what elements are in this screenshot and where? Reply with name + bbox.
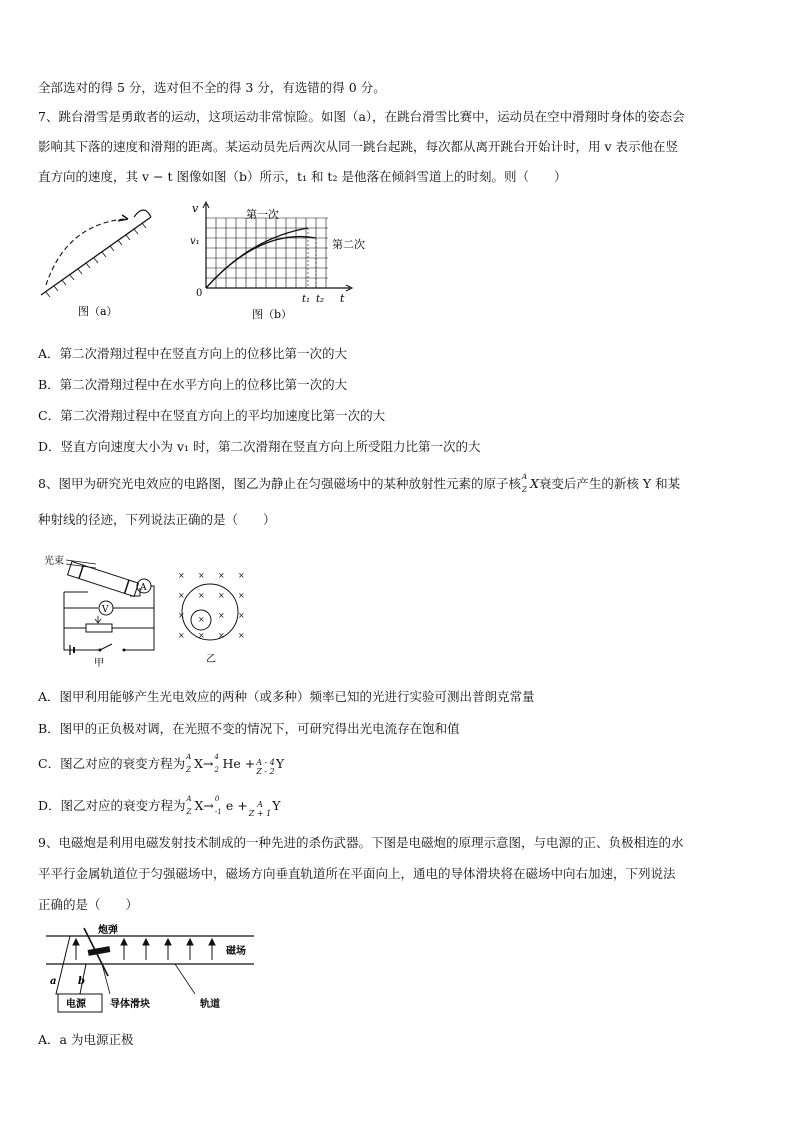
q8-option-c: C．图乙对应的衰变方程为 A Z X→ 4 2 He + A - 4 Z - 2 Y [38, 753, 285, 776]
figure-jia-photoelectric-circuit [40, 550, 160, 670]
slider-label: 导体滑块 [110, 999, 150, 1010]
wire-a-label: a [50, 976, 57, 987]
fig-jia-caption: 甲 [94, 658, 104, 669]
q9-stem-line-1: 9、电磁炮是利用电磁发射技术制成的一种先进的杀伤武器。下图是电磁炮的原理示意图，与电源的正、负极相连的水 [38, 835, 684, 850]
label-second: 第二次 [332, 238, 365, 251]
svg-text:×: × [178, 611, 185, 620]
q8-option-b: B．图甲的正负极对调，在光照不变的情况下，可研究得出光电流存在饱和值 [38, 721, 460, 736]
q7-stem-line-2: 影响其下落的速度和滑翔的距离。某运动员先后两次从同一跳台起跳，每次都从离开跳台开始计时，用 v 表示他在竖 [38, 139, 679, 154]
figure-b-vt-graph [190, 198, 390, 326]
rail-label: 轨道 [200, 999, 220, 1010]
svg-text:×: × [178, 631, 185, 640]
t-axis-label: t [340, 292, 345, 305]
q8-option-d-text: D．图乙对应的衰变方程为 [38, 798, 186, 813]
svg-text:×: × [178, 571, 185, 580]
q7-option-a: A．第二次滑翔过程中在竖直方向上的位移比第一次的大 [38, 346, 348, 361]
figure-railgun [40, 920, 260, 1015]
svg-text:×: × [218, 591, 225, 600]
q7-option-d: D．竖直方向速度大小为 v₁ 时，第二次滑翔在竖直方向上所受阻力比第一次的大 [38, 439, 481, 454]
t1-label: t₁ [302, 294, 311, 305]
nucleus-x: X [529, 476, 539, 491]
q9-stem-line-3: 正确的是（ ） [38, 897, 139, 912]
field-label: 磁场 [226, 946, 246, 957]
q7-option-b: B．第二次滑翔过程中在水平方向上的位移比第一次的大 [38, 377, 348, 392]
fig-b-caption: 图（b） [252, 308, 293, 321]
q9-option-a: A．a 为电源正极 [38, 1032, 134, 1047]
svg-text:×: × [238, 591, 245, 600]
graph-grid [206, 218, 328, 288]
svg-text:×: × [238, 631, 245, 640]
nucleus-symbol: A Z [521, 473, 528, 494]
q7-stem-line-3: 直方向的速度，其 v − t 图像如图（b）所示，t₁ 和 t₂ 是他落在倾斜雪道上的时刻。则（ ） [38, 169, 567, 184]
svg-text:×: × [238, 571, 245, 580]
v1-label: v₁ [190, 236, 200, 247]
q8-stem-line-2: 种射线的径迹，下列说法正确的是（ ） [38, 512, 276, 527]
fig-a-caption: 图（a） [78, 305, 118, 318]
svg-text:×: × [198, 615, 205, 624]
q7-option-c: C．第二次滑翔过程中在竖直方向上的平均加速度比第一次的大 [38, 408, 386, 423]
wire-b-label: b [78, 976, 85, 987]
figure-yi-magnetic-field-tracks [170, 570, 260, 670]
shell-label: 炮弹 [98, 925, 118, 936]
shell [88, 946, 111, 956]
light-beam-label: 光束 [44, 556, 64, 567]
svg-text:×: × [218, 611, 225, 620]
q8-stem-text-b: 衰变后产生的新核 Y 和某 [538, 476, 681, 491]
q8-stem-line-1 [38, 474, 680, 492]
intro-line: 全部选对的得 5 分，选对但不全的得 3 分，有选错的得 0 分。 [38, 80, 386, 95]
svg-text:×: × [198, 571, 205, 580]
rheostat [86, 624, 112, 632]
svg-text:×: × [218, 571, 225, 580]
q8-d-fraction: A Z + 1 [248, 800, 272, 818]
q8-option-a: A．图甲利用能够产生光电效应的两种（或多种）频率已知的光进行实验可测出普朗克常量 [38, 689, 535, 704]
v-axis-label: v [192, 202, 199, 215]
label-first: 第一次 [246, 208, 279, 221]
power-source-label: 电源 [66, 999, 86, 1010]
q8-c-fraction: A - 4 Z - 2 [256, 758, 275, 776]
switch [100, 644, 112, 650]
q8-option-d: D．图乙对应的衰变方程为 A Z X→ 0 -1 e + A Z + 1 Y [38, 795, 281, 818]
q8-option-c-text: C．图乙对应的衰变方程为 [38, 756, 186, 771]
large-track [182, 584, 238, 640]
q9-stem-line-2: 平平行金属轨道位于匀强磁场中，磁场方向垂直轨道所在平面向上，通电的导体滑块将在磁场中向右加速，下列说法 [38, 866, 676, 881]
svg-text:×: × [238, 611, 245, 620]
fig-yi-caption: 乙 [206, 654, 216, 665]
svg-text:×: × [218, 631, 225, 640]
svg-text:×: × [198, 591, 205, 600]
t2-label: t₂ [316, 294, 325, 305]
q7-stem-line-1: 7、跳台滑雪是勇敢者的运动，这项运动非常惊险。如图（a），在跳台滑雪比赛中，运动员在空中滑翔时身体的姿态会 [38, 109, 685, 124]
svg-text:×: × [198, 631, 205, 640]
voltmeter-label: V [102, 605, 109, 615]
q8-stem-text-a: 8、图甲为研究光电效应的电路图，图乙为静止在匀强磁场中的某种放射性元素的原子核 [38, 476, 521, 491]
ammeter-label: A [140, 583, 147, 593]
svg-text:×: × [178, 591, 185, 600]
figure-a-ski-jump [36, 205, 166, 320]
origin-label: 0 [196, 288, 203, 299]
